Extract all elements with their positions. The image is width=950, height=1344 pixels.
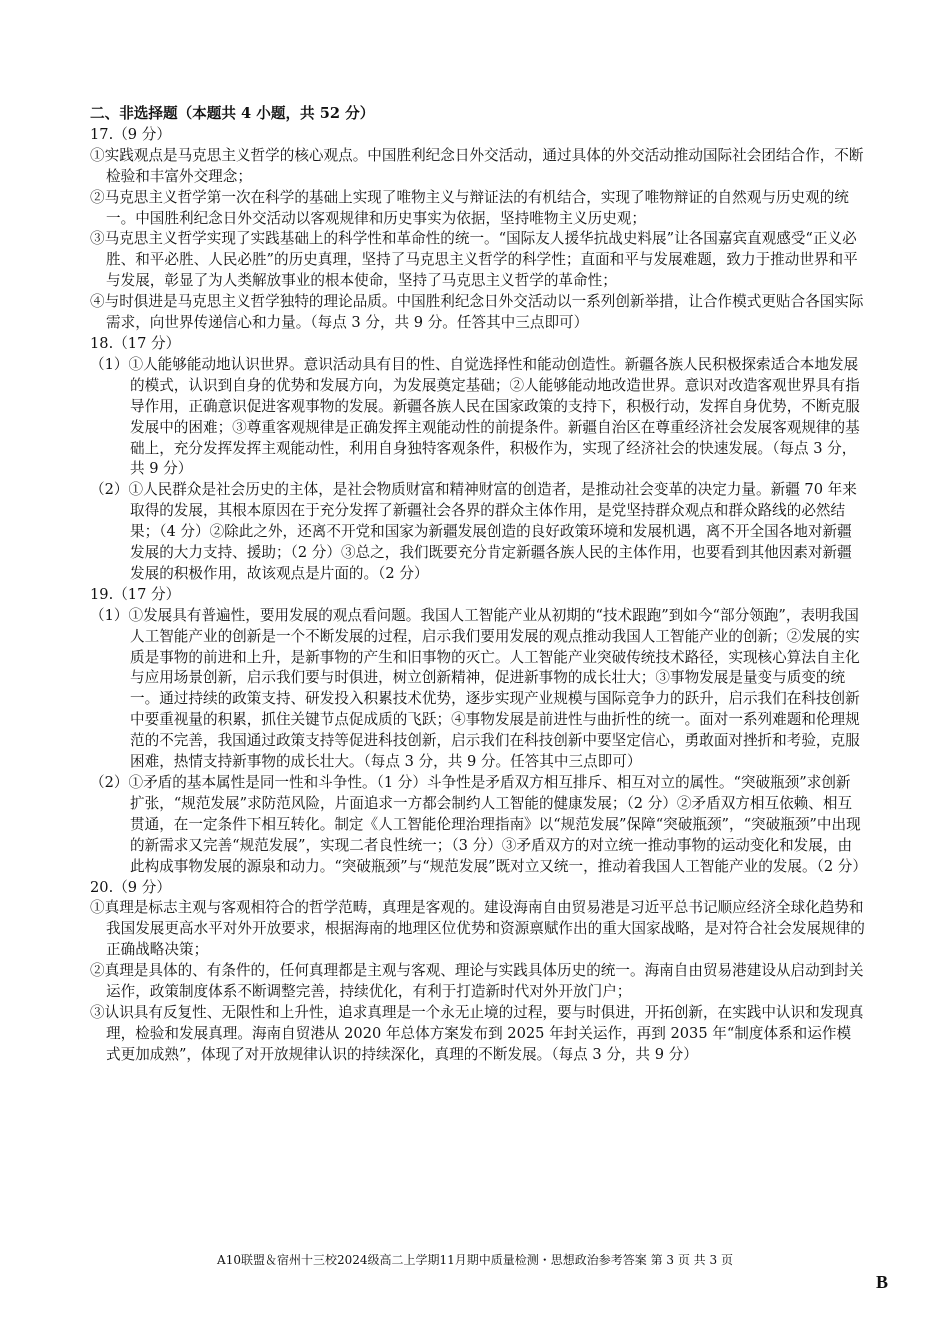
question-20-heading: 20.（9 分） [90,878,171,896]
q20-point-1: ①真理是标志主观与客观相符合的哲学范畴，真理是客观的。建设海南自由贸易港是习近平总书记顺应经济全球化趋势和我国发展更高水平对外开放要求，根据海南的地理区位优势和资源禀赋作出的重大国家战略，是对符合社会发展规律的正确战略决策； [90,899,865,959]
question-19-heading: 19.（17 分） [90,585,181,603]
q17-point-3: ③马克思主义哲学实现了实践基础上的科学性和革命性的统一。“国际友人援华抗战史料展”让各国嘉宾直观感受“正义必胜、和平必胜、人民必胜”的历史真理，坚持了马克思主义哲学的科学性；直面和平与发展难题，致力于推动世界和平与发展，彰显了为人类解放事业的根本使命，坚持了马克思主义哲学的革命性； [90,230,858,290]
question-17-heading: 17.（9 分） [90,125,171,143]
answer-content [90,104,865,1066]
page-footer: A10联盟＆宿州十三校2024级高二上学期11月期中质量检测・思想政治参考答案 第 3 页 共 3 页 [217,1253,733,1267]
version-mark: B [875,1272,888,1292]
question-18-heading: 18.（17 分） [90,334,181,352]
q18-part-2: （2）①人民群众是社会历史的主体，是社会物质财富和精神财富的创造者，是推动社会变革的决定力量。新疆 70 年来取得的发展，其根本原因在于充分发挥了新疆社会各界的群众主体作用，是党坚持群众观点和群众路线的必然结果；（4 分）②除此之外，还离不开党和国家为新疆发展创造的良好政策环境和发展机遇，离不开全国各地对新疆发展的大力支持、援助；（2 分）③总之，我们既要充分肯定新疆各族人民的主体作用，也要看到其他因素对新疆发展的积极作用，故该观点是片面的。（2 分） [90,481,857,582]
q17-point-1: ①实践观点是马克思主义哲学的核心观点。中国胜利纪念日外交活动，通过具体的外交活动推动国际社会团结合作，不断检验和丰富外交理念； [90,146,864,185]
section-title: 二、非选择题（本题共 4 小题，共 52 分） [90,105,375,122]
q18-part-1: （1）①人能够能动地认识世界。意识活动具有目的性、自觉选择性和能动创造性。新疆各族人民积极探索适合本地发展的模式，认识到自身的优势和发展方向，为发展奠定基础；②人能够能动地改造世界。意识对改造客观世界具有指导作用，正确意识促进客观事物的发展。新疆各族人民在国家政策的支持下，积极行动，发挥自身优势，不断克服发展中的困难；③尊重客观规律是正确发挥主观能动性的前提条件。新疆自治区在尊重经济社会发展客观规律的基础上，充分发挥发挥主观能动性，利用自身独特客观条件，积极作为，实现了经济社会的快速发展。（每点 3 分，共 9 分） [90,355,860,478]
q19-part-1: （1）①发展具有普遍性，要用发展的观点看问题。我国人工智能产业从初期的“技术跟跑”到如今“部分领跑”，表明我国人工智能产业的创新是一个不断发展的过程，启示我们要用发展的观点推动我国人工智能产业的创新；②发展的实质是事物的前进和上升，是新事物的产生和旧事物的灭亡。人工智能产业突破传统技术路径，实现核心算法自主化与应用场景创新，启示我们要与时俱进，树立创新精神，促进新事物的成长壮大；③事物发展是量变与质变的统一。通过持续的政策支持、研发投入积累技术优势，逐步实现产业规模与国际竞争力的跃升，启示我们在科技创新中要重视量的积累，抓住关键节点促成质的飞跃；④事物发展是前进性与曲折性的统一。面对一系列难题和伦理规范的不完善，我国通过政策支持等促进科技创新，启示我们在科技创新中要坚定信心，勇敢面对挫折和考验，克服困难，热情支持新事物的成长壮大。（每点 3 分，共 9 分。任答其中三点即可） [90,606,860,771]
q20-point-3: ③认识具有反复性、无限性和上升性，追求真理是一个永无止境的过程，要与时俱进，开拓创新，在实践中认识和发现真理，检验和发展真理。海南自贸港从 2020 年总体方案发布到 2025 年封关运作，再到 2035 年“制度体系和运作模式更加成熟”，体现了对开放规律认识的持续深化，真理的不断发展。（每点 3 分，共 9 分） [90,1003,864,1063]
q17-point-2: ②马克思主义哲学第一次在科学的基础上实现了唯物主义与辩证法的有机结合，实现了唯物辩证的自然观与历史观的统一。中国胜利纪念日外交活动以客观规律和历史事实为依据，坚持唯物主义历史观； [90,188,849,227]
q17-point-4: ④与时俱进是马克思主义哲学独特的理论品质。中国胜利纪念日外交活动以一系列创新举措，让合作模式更贴合各国实际需求，向世界传递信心和力量。（每点 3 分，共 9 分。任答其中三点即可） [90,293,864,332]
q19-part-2: （2）①矛盾的基本属性是同一性和斗争性。（1 分）斗争性是矛盾双方相互排斥、相互对立的属性。“突破瓶颈”求创新扩张，“规范发展”求防范风险，片面追求一方都会制约人工智能的健康发展；（2 分）②矛盾双方相互依赖、相互贯通，在一定条件下相互转化。制定《人工智能伦理治理指南》以“规范发展”保障“突破瓶颈”，“突破瓶颈”中出现的新需求又完善“规范发展”，实现二者良性统一；（3 分）③矛盾双方的对立统一推动事物的运动变化和发展，由此构成事物发展的源泉和动力。“突破瓶颈”与“规范发展”既对立又统一，推动着我国人工智能产业的发展。（2 分） [90,774,867,875]
q20-point-2: ②真理是具体的、有条件的，任何真理都是主观与客观、理论与实践具体历史的统一。海南自由贸易港建设从启动到封关运作，政策制度体系不断调整完善，持续优化，有利于打造新时代对外开放门户； [90,962,864,1001]
